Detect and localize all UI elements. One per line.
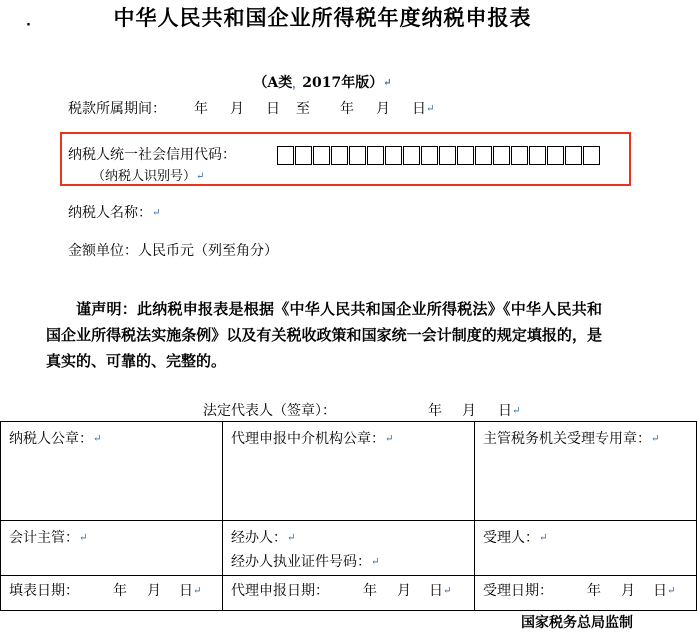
credit-code-cell[interactable]: [475, 146, 492, 165]
credit-code-cell[interactable]: [349, 146, 366, 165]
acceptance-date-day[interactable]: 日: [653, 583, 667, 599]
agent-date-mark: ↵: [443, 585, 452, 597]
credit-code-label-text: 纳税人统一社会信用代码：: [68, 147, 236, 163]
legal-rep-mark: ↵: [512, 405, 521, 417]
amount-unit-line: [68, 240, 278, 260]
credit-code-cell[interactable]: [277, 146, 294, 165]
legal-representative-line: [203, 400, 520, 420]
acceptor-mark: ↵: [539, 532, 548, 544]
amount-unit-label: 金额单位：人民币元（列至角分）: [68, 243, 278, 259]
subtitle-suffix: 2017年版）: [302, 75, 384, 91]
fill-date-day[interactable]: 日: [179, 583, 193, 599]
declaration-paragraph: 谨声明：此纳税申报表是根据《中华人民共和国企业所得税法》《中华人民共和国企业所得税法实施条例》以及有关税收政策和国家统一会计制度的规定填报的，是真实的、可靠的、完整的。: [46, 300, 602, 370]
credit-code-cell[interactable]: [295, 146, 312, 165]
credit-code-cell[interactable]: [565, 146, 582, 165]
credit-code-label: [68, 144, 236, 164]
acceptance-date-label: 受理日期：: [483, 583, 553, 599]
credit-code-cell[interactable]: [529, 146, 546, 165]
taxpayer-name-mark: ↵: [152, 207, 161, 219]
credit-code-sublabel-text: （纳税人识别号）: [92, 169, 197, 184]
legal-rep-day[interactable]: 日: [498, 403, 512, 419]
legal-rep-year[interactable]: 年: [428, 403, 442, 419]
cell-agent-date[interactable]: [223, 576, 475, 611]
tax-authority-seal-label: 主管税务机关受理专用章：: [483, 431, 651, 447]
cell-acceptance-date[interactable]: [475, 576, 697, 611]
period-start-month[interactable]: 月: [230, 101, 244, 117]
agent-handler-cert-label: 经办人执业证件号码：: [231, 554, 371, 570]
credit-code-cell[interactable]: [421, 146, 438, 165]
page-title: 中华人民共和国企业所得税年度纳税申报表: [113, 5, 532, 30]
fill-date-mark: ↵: [193, 585, 202, 597]
period-end-month[interactable]: 月: [376, 101, 390, 117]
cell-tax-authority-seal[interactable]: [475, 422, 697, 521]
agent-handler-cert-line: [231, 551, 466, 571]
taxpayer-name-line: [68, 202, 160, 222]
table-row-dates: [1, 576, 697, 611]
period-paragraph-mark: ↵: [426, 103, 435, 115]
agent-handler-label: 经办人：: [231, 530, 287, 546]
credit-code-cell[interactable]: [385, 146, 402, 165]
agent-date-label: 代理申报日期：: [231, 583, 329, 599]
period-to-label: 至: [296, 101, 310, 117]
tax-period-label: 税款所属期间：: [68, 101, 166, 117]
credit-code-cell[interactable]: [583, 146, 600, 165]
cell-agent-handler[interactable]: [223, 521, 475, 576]
period-end-day[interactable]: 日: [412, 101, 426, 117]
form-version-subtitle: [0, 72, 645, 92]
acceptor-label: 受理人：: [483, 530, 539, 546]
subtitle-mark-comma: ，: [292, 79, 303, 91]
cell-accounting-supervisor[interactable]: [1, 521, 223, 576]
period-end-year[interactable]: 年: [340, 101, 354, 117]
agent-seal-mark: ↵: [385, 433, 394, 445]
agent-seal-label: 代理申报中介机构公章：: [231, 431, 385, 447]
fill-date-month[interactable]: 月: [147, 583, 161, 599]
credit-code-cell[interactable]: [367, 146, 384, 165]
credit-code-cell[interactable]: [331, 146, 348, 165]
acceptance-date-year[interactable]: 年: [587, 583, 601, 599]
cell-acceptor[interactable]: [475, 521, 697, 576]
credit-code-sublabel-mark: ↵: [196, 171, 205, 182]
taxpayer-seal-label: 纳税人公章：: [9, 431, 93, 447]
tax-authority-seal-mark: ↵: [651, 433, 660, 445]
footer-issuer: 国家税务总局监制: [521, 615, 633, 631]
agent-handler-mark: ↵: [287, 532, 296, 544]
subtitle-prefix: （A类: [253, 75, 293, 91]
signature-table-wrapper: [0, 421, 676, 604]
fill-date-label: 填表日期：: [9, 583, 79, 599]
taxpayer-seal-mark: ↵: [93, 433, 102, 445]
agent-handler-cert-mark: ↵: [371, 556, 380, 568]
acceptance-date-mark: ↵: [667, 585, 676, 597]
credit-code-cell[interactable]: [313, 146, 330, 165]
subtitle-paragraph-mark: ↵: [383, 77, 392, 89]
credit-code-cell[interactable]: [511, 146, 528, 165]
acceptance-date-month[interactable]: 月: [621, 583, 635, 599]
credit-code-cell[interactable]: [547, 146, 564, 165]
agent-date-year[interactable]: 年: [363, 583, 377, 599]
period-start-year[interactable]: 年: [194, 101, 208, 117]
cell-agent-seal[interactable]: [223, 422, 475, 521]
cell-taxpayer-seal[interactable]: [1, 422, 223, 521]
legal-representative-label: 法定代表人（签章）：: [203, 403, 336, 419]
legal-rep-month[interactable]: 月: [462, 403, 476, 419]
fill-date-year[interactable]: 年: [113, 583, 127, 599]
credit-code-sublabel: [92, 165, 204, 184]
agent-date-month[interactable]: 月: [397, 583, 411, 599]
agent-date-day[interactable]: 日: [429, 583, 443, 599]
table-row-seals: [1, 422, 697, 521]
credit-code-cell[interactable]: [493, 146, 510, 165]
tax-period-line: [68, 98, 434, 118]
cell-fill-date[interactable]: [1, 576, 223, 611]
accounting-supervisor-mark: ↵: [79, 532, 88, 544]
credit-code-cell[interactable]: [403, 146, 420, 165]
signature-table: [0, 421, 697, 611]
credit-code-cell[interactable]: [439, 146, 456, 165]
credit-code-input-cells[interactable]: [277, 146, 600, 165]
accounting-supervisor-label: 会计主管：: [9, 530, 79, 546]
title-marker: ·: [26, 18, 31, 33]
table-row-persons: [1, 521, 697, 576]
credit-code-cell[interactable]: [457, 146, 474, 165]
taxpayer-name-label: 纳税人名称：: [68, 205, 152, 221]
period-start-day[interactable]: 日: [266, 101, 280, 117]
